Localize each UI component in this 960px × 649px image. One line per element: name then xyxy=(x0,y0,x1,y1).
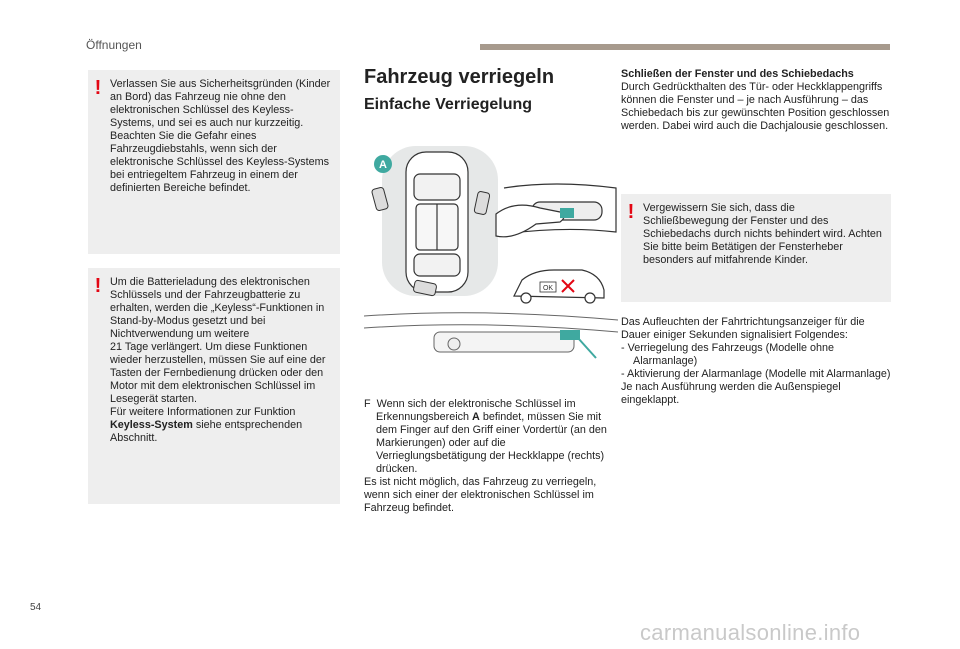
car-top-view-icon xyxy=(406,152,468,292)
locking-illustration xyxy=(364,140,618,390)
section-subtitle: Einfache Verriegelung xyxy=(364,96,533,113)
windows-closing-section xyxy=(621,68,891,133)
signal-list-item: - Verriegelung des Fahrzeugs (Modelle ohne Alarmanlage) xyxy=(621,342,835,367)
step-item: F Wenn sich der elektronische Schlüssel im Erkennungsbereich A befindet, müssen Sie mit dem Finger auf den Griff einer Vordertür (an den Markierungen) oder auf die Verrieglungsbetätigung der Heckklappe (rechts) drücken. xyxy=(364,398,607,475)
zone-a-label: A xyxy=(379,159,387,171)
mirror-note: Je nach Ausführung werden die Außenspiegel eingeklappt. xyxy=(621,381,841,406)
warning-reference: Für weitere Informationen zur Funktion Keyless-System siehe entsprechenden Abschnitt. xyxy=(110,406,303,444)
windows-paragraph: Durch Gedrückthalten des Tür- oder Heckklappengriffs können die Fenster und – je nach Ausführung – das Schiebedach bis zur gewünschten Position geschlossen werden. Dabei wird auch die Dachjalousie geschlossen. xyxy=(621,81,890,132)
signal-list-item: - Aktivierung der Alarmanlage (Modelle mit Alarmanlage) xyxy=(621,368,891,380)
warning-box-keyless-safety xyxy=(88,70,340,254)
warning-exclamation-icon: ! xyxy=(94,77,102,99)
locking-note: Es ist nicht möglich, das Fahrzeug zu verriegeln, wenn sich einer der elektronischen Schlüssel im Fahrzeug befindet. xyxy=(364,476,597,514)
warning-text: Vergewissern Sie sich, dass die Schließbewegung der Fenster und des Schiebedachs durch nichts behindert wird. Achten Sie bitte beim Betätigen der Fensterheber besonders auf mitfahrende Kinder. xyxy=(643,202,882,266)
warning-exclamation-icon: ! xyxy=(94,275,102,297)
page-number: 54 xyxy=(30,602,42,613)
watermark: carmanualsonline.info xyxy=(640,620,861,645)
hand-door-handle-icon xyxy=(496,184,616,237)
section-header: Öffnungen xyxy=(86,38,142,52)
warning-box-battery xyxy=(88,268,340,504)
warning-box-windows xyxy=(621,194,891,302)
signal-intro: Das Aufleuchten der Fahrtrichtungsanzeiger für die Dauer einiger Sekunden signalisiert Folgendes: xyxy=(621,316,865,341)
header-bar xyxy=(480,44,890,50)
car-side-icon xyxy=(514,270,604,303)
warning-text: Verlassen Sie aus Sicherheitsgründen (Kinder an Bord) das Fahrzeug nie ohne den elektronischen Schlüssel des Keyless-Systems, und sei es auch nur kurzzeitig. xyxy=(110,78,331,129)
ok-label: OK xyxy=(542,285,554,292)
signal-section xyxy=(621,316,891,407)
warning-text: 21 Tage verlängert. Um diese Funktionen wieder herzustellen, müssen Sie auf eine der Tasten der Fernbedienung drücken oder den Motor mit dem elektronischen Schlüssel im Lesegerät starten. xyxy=(110,341,326,405)
page-title: Fahrzeug verriegeln xyxy=(364,66,555,88)
warning-text: Um die Batterieladung des elektronischen Schlüssels und der Fahrzeugbatterie zu erhalten, werden die „Keyless“-Funktionen in Stand-by-Modus gesetzt und bei Nichtverwendung um weitere xyxy=(110,276,325,340)
warning-exclamation-icon: ! xyxy=(627,201,635,223)
warning-text: Beachten Sie die Gefahr eines Fahrzeugdiebstahls, wenn sich der elektronische Schlüssel des Keyless-Systems bei entriegeltem Fahrzeug in einem der definierten Bereiche befindet. xyxy=(110,130,330,194)
windows-heading: Schließen der Fenster und des Schiebedachs xyxy=(621,68,854,80)
tailgate-handle-icon xyxy=(364,313,618,358)
locking-instructions xyxy=(364,398,616,515)
